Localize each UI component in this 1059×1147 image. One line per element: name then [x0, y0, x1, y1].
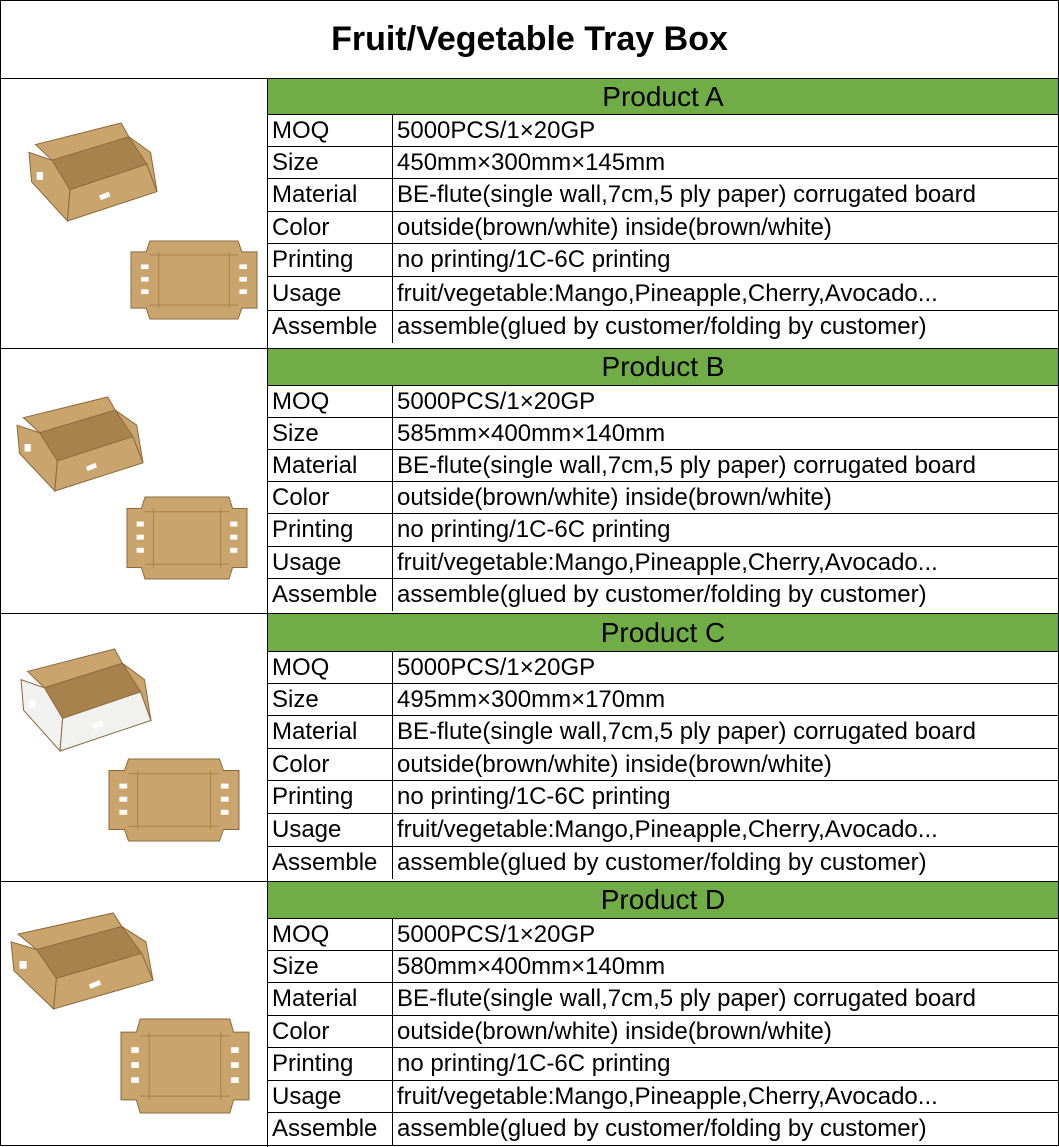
spec-value: outside(brown/white) inside(brown/white) — [397, 483, 832, 511]
spec-row — [268, 781, 1058, 814]
spec-label: Assemble — [268, 1113, 393, 1145]
page-title: Fruit/Vegetable Tray Box — [331, 20, 728, 58]
spec-row — [268, 716, 1058, 749]
spec-label: MOQ — [268, 115, 393, 146]
spec-table — [268, 882, 1058, 1147]
spec-value: no printing/1C-6C printing — [397, 516, 671, 543]
spec-value: fruit/vegetable:Mango,Pineapple,Cherry,Avocado... — [397, 279, 938, 307]
product-photo — [1, 614, 268, 881]
spec-row — [268, 386, 1058, 418]
spec-row — [268, 547, 1058, 579]
spec-label: Usage — [268, 547, 393, 578]
spec-label: Size — [268, 418, 393, 449]
spec-row — [268, 919, 1058, 951]
product-photo — [1, 79, 268, 348]
spec-label: Assemble — [268, 579, 393, 611]
product-block — [1, 79, 1058, 349]
product-image-cell — [1, 349, 268, 613]
spec-label: Assemble — [268, 847, 393, 879]
spec-label: Size — [268, 951, 393, 982]
spec-row — [268, 418, 1058, 450]
spec-row — [268, 579, 1058, 611]
spec-value: 5000PCS/1×20GP — [397, 920, 596, 948]
flat-blank-illustration — [127, 497, 247, 579]
spec-label: Color — [268, 212, 393, 243]
flat-blank-illustration — [121, 1019, 249, 1113]
spec-row — [268, 482, 1058, 514]
spec-label: Material — [268, 450, 393, 481]
page-title-row — [1, 1, 1058, 79]
spec-value: no printing/1C-6C printing — [397, 1050, 671, 1077]
spec-row — [268, 1016, 1058, 1048]
spec-label: Printing — [268, 1048, 393, 1080]
spec-label: Printing — [268, 244, 393, 276]
product-image-cell — [1, 882, 268, 1147]
spec-value: fruit/vegetable:Mango,Pineapple,Cherry,Avocado... — [397, 548, 938, 576]
spec-label: MOQ — [268, 652, 393, 683]
spec-row — [268, 847, 1058, 879]
product-photo — [1, 349, 268, 613]
spec-table — [268, 614, 1058, 881]
spec-row — [268, 179, 1058, 212]
spec-value: outside(brown/white) inside(brown/white) — [397, 750, 832, 778]
spec-value: 585mm×400mm×140mm — [397, 419, 666, 447]
spec-row — [268, 951, 1058, 983]
spec-row — [268, 277, 1058, 311]
spec-value: 5000PCS/1×20GP — [397, 387, 596, 415]
spec-label: Usage — [268, 1081, 393, 1112]
spec-value: assemble(glued by customer/folding by customer) — [397, 313, 927, 340]
spec-row — [268, 1113, 1058, 1145]
spec-label: Usage — [268, 814, 393, 846]
product-name-header: Product B — [268, 349, 1058, 386]
spec-row — [268, 983, 1058, 1016]
spec-value: assemble(glued by customer/folding by customer) — [397, 581, 927, 608]
spec-value: fruit/vegetable:Mango,Pineapple,Cherry,Avocado... — [397, 1082, 938, 1110]
product-block — [1, 349, 1058, 614]
tray-box-illustration — [17, 397, 143, 491]
spec-label: MOQ — [268, 386, 393, 417]
spec-value: no printing/1C-6C printing — [397, 783, 671, 810]
spec-row — [268, 147, 1058, 179]
spec-row — [268, 652, 1058, 684]
spec-table — [268, 349, 1058, 613]
tray-box-illustration — [11, 913, 153, 1009]
spec-value: assemble(glued by customer/folding by customer) — [397, 849, 927, 876]
spec-value: 5000PCS/1×20GP — [397, 653, 596, 681]
spec-value: no printing/1C-6C printing — [397, 246, 671, 273]
spec-table — [268, 79, 1058, 348]
spec-row — [268, 749, 1058, 781]
tray-box-illustration — [21, 649, 151, 751]
product-name-header: Product A — [268, 79, 1058, 115]
spec-label: MOQ — [268, 919, 393, 950]
spec-row — [268, 311, 1058, 343]
spec-value: BE-flute(single wall,7cm,5 ply paper) corrugated board — [397, 985, 976, 1012]
spec-row — [268, 115, 1058, 147]
spec-row — [268, 1048, 1058, 1081]
spec-value: BE-flute(single wall,7cm,5 ply paper) corrugated board — [397, 718, 976, 745]
spec-value: 450mm×300mm×145mm — [397, 148, 666, 176]
product-image-cell — [1, 79, 268, 348]
spec-row — [268, 684, 1058, 716]
spec-label: Size — [268, 147, 393, 178]
spec-label: Color — [268, 482, 393, 513]
product-block — [1, 882, 1058, 1147]
spec-row — [268, 244, 1058, 277]
flat-blank-illustration — [131, 241, 257, 319]
spec-value: outside(brown/white) inside(brown/white) — [397, 213, 832, 241]
product-name-header: Product C — [268, 614, 1058, 652]
spec-label: Color — [268, 749, 393, 780]
spec-value: BE-flute(single wall,7cm,5 ply paper) corrugated board — [397, 181, 976, 208]
spec-row — [268, 450, 1058, 482]
spec-label: Size — [268, 684, 393, 715]
spec-row — [268, 514, 1058, 547]
flat-blank-illustration — [109, 759, 239, 841]
spec-label: Color — [268, 1016, 393, 1047]
product-image-cell — [1, 614, 268, 881]
spec-value: 495mm×300mm×170mm — [397, 685, 666, 713]
spec-row — [268, 814, 1058, 847]
tray-box-illustration — [29, 123, 157, 221]
spec-label: Printing — [268, 514, 393, 546]
spec-value: BE-flute(single wall,7cm,5 ply paper) corrugated board — [397, 451, 976, 479]
spec-row — [268, 1081, 1058, 1113]
spec-label: Usage — [268, 277, 393, 310]
spec-value: 580mm×400mm×140mm — [397, 952, 666, 980]
spec-value: assemble(glued by customer/folding by customer) — [397, 1115, 927, 1142]
spec-label: Material — [268, 179, 393, 211]
spec-value: 5000PCS/1×20GP — [397, 116, 596, 144]
spec-row — [268, 212, 1058, 244]
product-name-header: Product D — [268, 882, 1058, 919]
spec-label: Assemble — [268, 311, 393, 343]
product-photo — [1, 882, 268, 1147]
spec-label: Printing — [268, 781, 393, 813]
spec-label: Material — [268, 716, 393, 748]
spec-value: fruit/vegetable:Mango,Pineapple,Cherry,Avocado... — [397, 816, 938, 843]
spec-value: outside(brown/white) inside(brown/white) — [397, 1017, 832, 1045]
product-block — [1, 614, 1058, 882]
spec-label: Material — [268, 983, 393, 1015]
